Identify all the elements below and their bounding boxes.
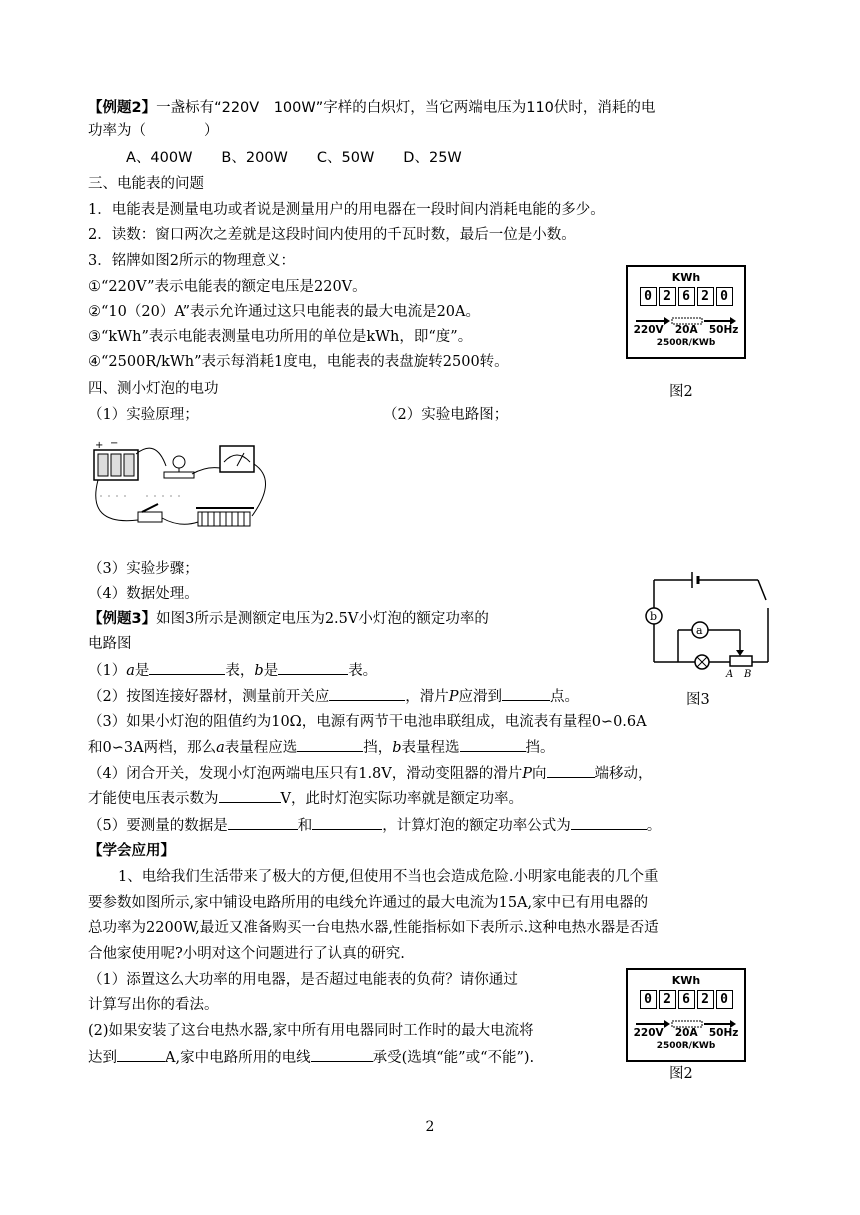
section4-title: 四、测小灯泡的电功 — [88, 381, 219, 397]
example3-intro: 【例题3】如图3所示是测额定电压为2.5V小灯泡的额定功率的 — [88, 611, 489, 627]
example3-q4-line2: 才能使电压表示数为 V，此时灯泡实际功率就是额定功率。 — [88, 788, 523, 809]
meter-disc-indicator — [634, 1014, 738, 1024]
example2-line1: 【例题2】一盏标有“220V 100W”字样的白炽灯，当它两端电压为110伏时，消耗的电 — [88, 100, 656, 116]
answer-blank[interactable] — [460, 737, 526, 752]
page-number: 2 — [425, 1119, 435, 1135]
meter-current: 20A — [674, 1027, 698, 1039]
section4-step2: （2）实验电路图； — [383, 407, 509, 423]
section4-step3: （3）实验步骤； — [88, 561, 199, 577]
apply-p4: 合他家使用呢?小明对这个问题进行了认真的研究. — [88, 946, 405, 962]
figure2b-caption: 图2 — [669, 1066, 693, 1082]
example3-label: 【例题3】 — [88, 611, 157, 627]
apply-q2-line1: (2)如果安装了这台电热水器,家中所有用电器同时工作时的最大电流将 — [88, 1023, 534, 1039]
circuit-diagram — [640, 566, 780, 678]
meter-rate: 2500R/KWb — [656, 1041, 716, 1051]
figure2-caption: 图2 — [669, 384, 693, 400]
meter-digit: 2 — [659, 990, 676, 1009]
section3-p3: 3．铭牌如图2所示的物理意义： — [88, 253, 295, 269]
example3-q3-line1: （3）如果小灯泡的阻值约为10Ω，电源有两节干电池串联组成，电流表有量程0∽0.6A — [88, 714, 647, 730]
terminal-B-label: B — [744, 669, 752, 678]
apply-q1-line2: 计算写出你的看法。 — [88, 997, 219, 1013]
apparatus-sketch — [86, 436, 282, 548]
meter-digit: 0 — [716, 990, 733, 1009]
terminal-A-label: A — [726, 669, 734, 678]
meter-digits — [628, 990, 744, 1009]
example3-q3-line2: 和0∽3A两档，那么a表量程应选 挡，b表量程选 挡。 — [88, 737, 555, 758]
meter-a-label: a — [696, 624, 703, 637]
section3-p1: 1．电能表是测量电功或者说是测量用户的用电器在一段时间内消耗电能的多少。 — [88, 202, 605, 218]
arrow-bar-icon — [634, 316, 738, 326]
answer-blank[interactable] — [117, 1047, 165, 1062]
answer-blank[interactable] — [149, 660, 225, 675]
meter-digit: 2 — [697, 990, 714, 1009]
section3-c4: ④“2500R/kWh”表示每消耗1度电，电能表的表盘旋转2500转。 — [88, 354, 509, 370]
meter-frequency: 50Hz — [708, 1027, 739, 1039]
section4-step4: （4）数据处理。 — [88, 586, 199, 602]
meter-current: 20A — [674, 324, 698, 336]
section4-step1: （1）实验原理； — [88, 407, 199, 423]
example3-q5: （5）要测量的数据是 和 ，计算灯泡的额定功率公式为 。 — [88, 815, 661, 836]
apply-title: 【学会应用】 — [88, 843, 175, 859]
svg-text:+: + — [95, 440, 104, 451]
meter-digit: 0 — [716, 287, 733, 306]
meter-unit: KWh — [671, 271, 701, 284]
meter-b-label: b — [650, 610, 658, 623]
answer-blank[interactable] — [502, 686, 550, 701]
answer-blank[interactable] — [329, 686, 405, 701]
meter-rate: 2500R/KWb — [656, 338, 716, 348]
figure3-caption: 图3 — [686, 692, 710, 708]
answer-blank[interactable] — [547, 763, 595, 778]
answer-blank[interactable] — [278, 660, 348, 675]
apply-q2-line2: 达到 A,家中电路所用的电线 承受(选填“能”或“不能”). — [88, 1047, 534, 1068]
answer-blank[interactable] — [219, 788, 281, 803]
answer-blank[interactable] — [312, 815, 382, 830]
energy-meter-figure-2 — [626, 968, 746, 1062]
meter-voltage: 220V — [633, 324, 664, 336]
meter-unit: KWh — [671, 974, 701, 987]
meter-digit: 0 — [640, 287, 657, 306]
apply-p2: 要参数如图所示,家中铺设电路所用的电线允许通过的最大电流为15A,家中已有用电器的 — [88, 895, 649, 911]
meter-disc-indicator — [634, 311, 738, 321]
section3-title: 三、电能表的问题 — [88, 176, 204, 192]
section3-c3: ③“kWh”表示电能表测量电功所用的单位是kWh，即“度”。 — [88, 329, 473, 345]
answer-blank[interactable] — [228, 815, 298, 830]
example3-intro2: 电路图 — [88, 636, 132, 652]
answer-blank[interactable] — [571, 815, 647, 830]
example3-q4-line1: （4）闭合开关，发现小灯泡两端电压只有1.8V，滑动变阻器的滑片P向 端移动， — [88, 763, 653, 784]
meter-digit: 6 — [678, 287, 695, 306]
meter-digit: 6 — [678, 990, 695, 1009]
meter-digit: 0 — [640, 990, 657, 1009]
apply-q1-line1: （1）添置这么大功率的用电器，是否超过电能表的负荷？请你通过 — [88, 972, 518, 988]
svg-text:−: − — [110, 438, 119, 449]
example2-options: A、400W B、200W C、50W D、25W — [126, 150, 462, 166]
section3-c1: ①“220V”表示电能表的额定电压是220V。 — [88, 279, 367, 295]
meter-digit: 2 — [659, 287, 676, 306]
meter-voltage: 220V — [633, 1027, 664, 1039]
arrow-bar-icon — [634, 1019, 738, 1029]
energy-meter-figure — [626, 265, 746, 359]
apply-p1: 1、电给我们生活带来了极大的方便,但使用不当也会造成危险.小明家电能表的几个重 — [118, 869, 659, 885]
apply-p3: 总功率为2200W,最近又准备购买一台电热水器,性能指标如下表所示.这种电热水器是否适 — [88, 920, 659, 936]
meter-digit: 2 — [697, 287, 714, 306]
example2-line2: 功率为（ ） — [88, 123, 219, 139]
section3-c2: ②“10（20）A”表示允许通过这只电能表的最大电流是20A。 — [88, 304, 480, 320]
section3-p2: 2．读数：窗口两次之差就是这段时间内使用的千瓦时数，最后一位是小数。 — [88, 227, 576, 243]
meter-digits — [628, 287, 744, 306]
example3-q2: （2）按图连接好器材，测量前开关应 ，滑片P应滑到 点。 — [88, 686, 579, 707]
example2-label: 【例题2】 — [88, 100, 157, 116]
meter-frequency: 50Hz — [708, 324, 739, 336]
answer-blank[interactable] — [297, 737, 363, 752]
example3-q1: （1）a是 表，b是 表。 — [88, 660, 377, 681]
answer-blank[interactable] — [311, 1047, 373, 1062]
